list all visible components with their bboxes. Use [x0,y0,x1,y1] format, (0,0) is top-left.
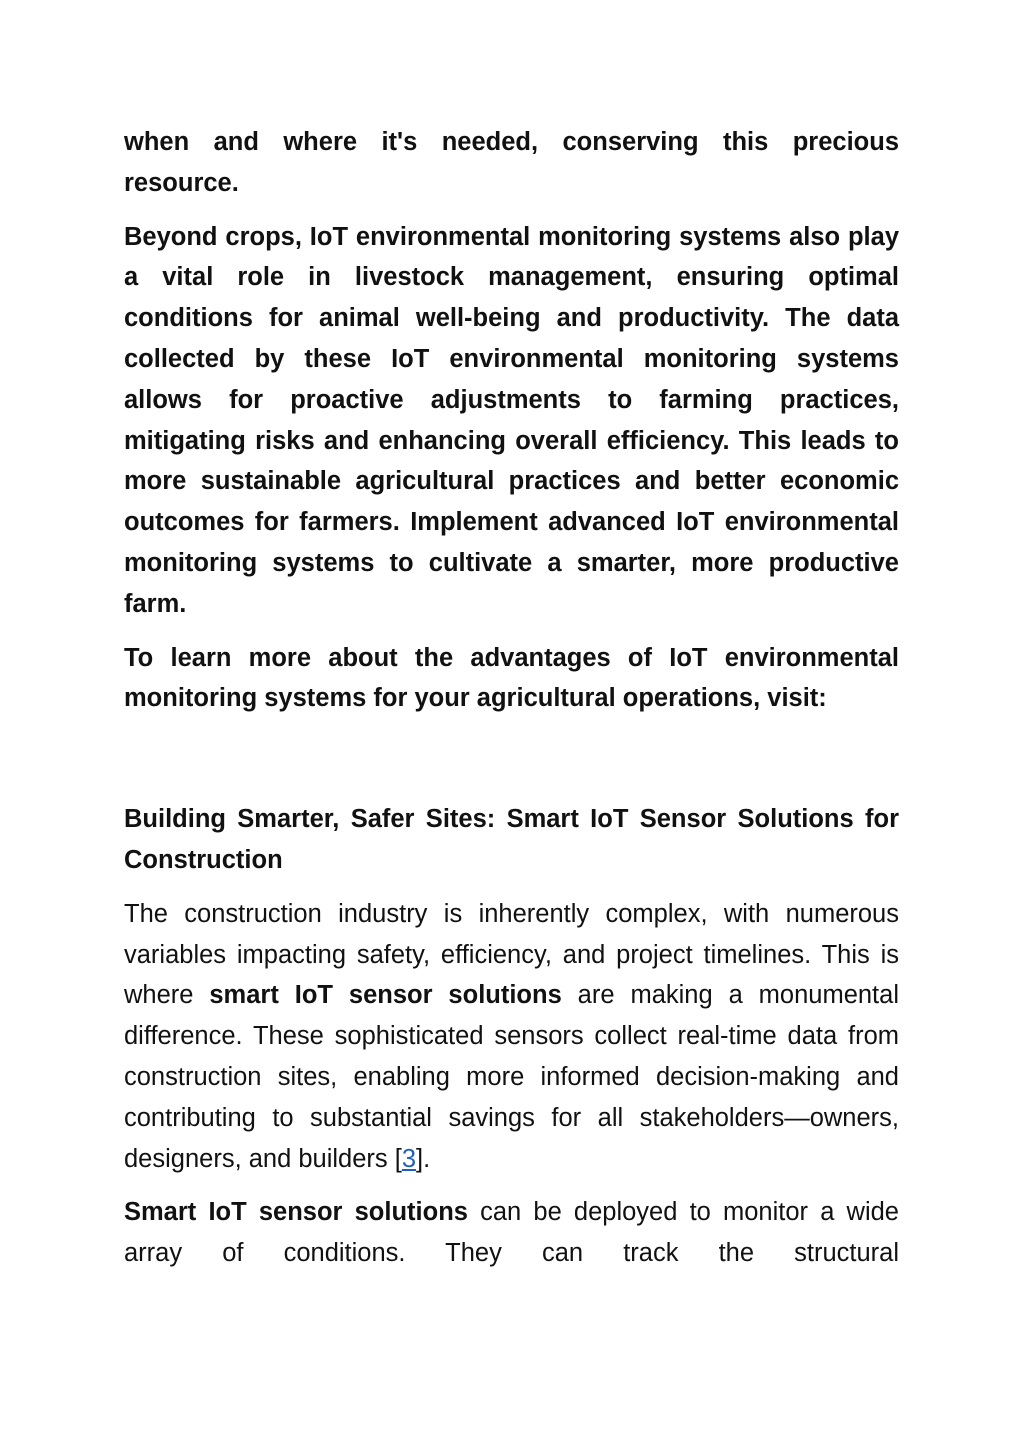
bold-phrase-smart-iot-deploy: Smart IoT sensor solutions [124,1198,468,1227]
paragraph-construction-intro [124,894,899,1180]
paragraph-learn-more: To learn more about the advantages of IoT environmental monitoring systems for your agricultural operations, visit: [124,643,899,713]
paragraph-deployment [124,1192,899,1274]
intro-text: The construction industry is inherently complex, with numerous variables impacting safety, efficiency, and project timelines. This is where [124,899,899,1010]
deployment-text: can be deployed to monitor a wide array of conditions. They can track the structural [124,1198,899,1268]
section-heading: Building Smarter, Safer Sites: Smart IoT Sensor Solutions for Construction [124,805,899,874]
paragraph-livestock-management: Beyond crops, IoT environmental monitoring systems also play a vital role in livestock management, ensuring optimal conditions for animal well-being and productivity. The data collected by these IoT environmental monitoring systems allows for proactive adjustments to farming practices, mitigating risks and enhancing overall efficiency. This leads to more sustainable agricultural practices and better economic outcomes for farmers. Implement advanced IoT environmental monitoring systems to cultivate a smarter, more productive farm. [124,222,899,618]
bold-phrase-smart-iot: smart IoT sensor solutions [209,981,562,1010]
paragraph-water-conservation: when and where it's needed, conserving this precious resource. [124,128,899,197]
intro-text-continued: are making a monumental difference. These sophisticated sensors collect real-time data from construction sites, enabling more informed decision-making and contributing to substantial savings for all stakeholders—owners, designers, and builders [ [124,981,899,1173]
reference-link[interactable]: 3 [401,1144,417,1173]
intro-text-end: ]. [416,1144,431,1173]
document-page [124,122,899,1274]
